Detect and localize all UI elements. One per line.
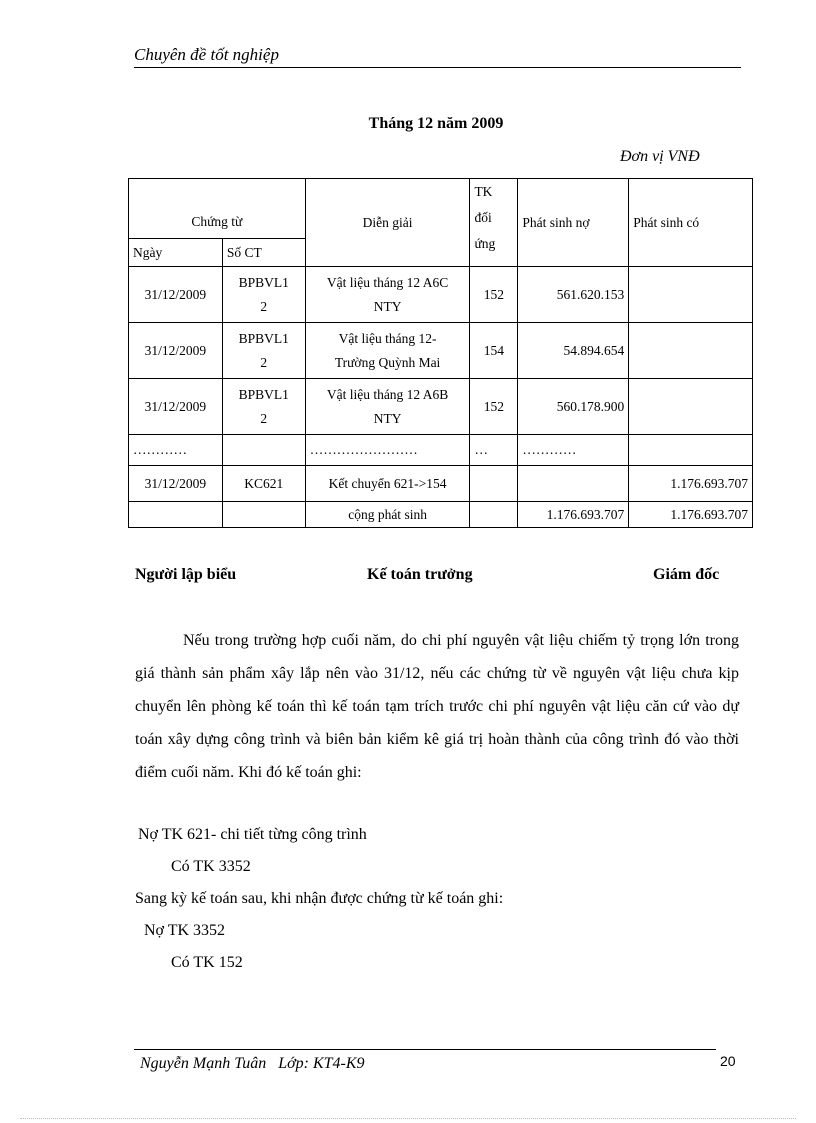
header-tk-line3: ứng xyxy=(474,236,496,251)
cell-date: ………… xyxy=(129,435,223,466)
cell-co: 1.176.693.707 xyxy=(629,466,753,502)
cell-so-ct xyxy=(222,323,305,379)
header-ngay: Ngày xyxy=(129,239,223,267)
table-row xyxy=(129,435,753,466)
journal-entry-2-debit: Nợ TK 3352 xyxy=(144,922,226,939)
footer-author: Nguyễn Mạnh Tuân Lớp: KT4-K9 xyxy=(140,1055,365,1072)
header-phat-sinh-co: Phát sinh có xyxy=(629,179,753,267)
signature-director: Giám đốc xyxy=(653,566,720,583)
cell-description-line2: NTY xyxy=(373,298,402,314)
page-bottom-border xyxy=(20,1118,796,1119)
signature-preparer: Người lập biểu xyxy=(135,566,237,583)
cell-tk: 152 xyxy=(470,379,518,435)
cell-so-ct-line2: 2 xyxy=(260,354,268,370)
cell-description: …………………… xyxy=(305,435,470,466)
header-tk-line2: đối xyxy=(474,210,492,225)
cell-tk xyxy=(470,502,518,528)
cell-no: ………… xyxy=(518,435,629,466)
table-row xyxy=(129,379,753,435)
table-total-row xyxy=(129,502,753,528)
cell-tk: 152 xyxy=(470,267,518,323)
header-tk-line1: TK xyxy=(474,184,493,199)
cell-description: cộng phát sinh xyxy=(305,502,470,528)
journal-entry-2-credit: Có TK 152 xyxy=(171,954,243,971)
cell-co xyxy=(629,323,753,379)
table-row xyxy=(129,267,753,323)
cell-date xyxy=(129,502,223,528)
cell-so-ct xyxy=(222,379,305,435)
cell-tk xyxy=(470,466,518,502)
header-so-ct: Số CT xyxy=(222,239,305,267)
cell-so-ct xyxy=(222,502,305,528)
cell-date: 31/12/2009 xyxy=(129,267,223,323)
cell-tk: 154 xyxy=(470,323,518,379)
cell-so-ct-line1: BPBVL1 xyxy=(238,386,289,402)
cell-so-ct-line1: BPBVL1 xyxy=(238,274,289,290)
cell-no: 1.176.693.707 xyxy=(518,502,629,528)
table-row xyxy=(129,466,753,502)
cell-description-line1: Vật liệu tháng 12 A6C xyxy=(326,274,449,290)
currency-unit: Đơn vị VNĐ xyxy=(620,148,700,165)
body-paragraph: Nếu trong trường hợp cuối năm, do chi phí nguyên vật liệu chiếm tỷ trọng lớn trong giá thành sản phẩm xây lắp nên vào 31/12, nếu các chứng từ về nguyên vật liệu chưa kịp chuyển lên phòng kế toán thì kế toán tạm trích trước chi phí nguyên vật liệu căn cứ vào dự toán xây dựng công trình và biên bản kiểm kê giá trị hoàn thành của công trình đó vào thời điểm cuối năm. Khi đó kế toán ghi: xyxy=(135,632,739,781)
cell-co xyxy=(629,267,753,323)
cell-no: 54.894.654 xyxy=(518,323,629,379)
cell-no xyxy=(518,466,629,502)
cell-description xyxy=(305,267,470,323)
next-period-text: Sang kỳ kế toán sau, khi nhận được chứng từ kế toán ghi: xyxy=(135,890,504,907)
cell-so-ct xyxy=(222,267,305,323)
signature-chief-accountant: Kế toán trưởng xyxy=(367,566,473,583)
header-dien-giai: Diễn giải xyxy=(305,179,470,267)
header-tk-doi-ung xyxy=(470,179,518,267)
cell-co: 1.176.693.707 xyxy=(629,502,753,528)
cell-date: 31/12/2009 xyxy=(129,466,223,502)
ledger-table xyxy=(128,178,753,528)
header-title: Chuyên đề tốt nghiệp xyxy=(134,45,741,68)
cell-co xyxy=(629,379,753,435)
cell-description xyxy=(305,379,470,435)
cell-description-line1: Vật liệu tháng 12 A6B xyxy=(326,386,449,402)
cell-date: 31/12/2009 xyxy=(129,323,223,379)
cell-description-line1: Vật liệu tháng 12- xyxy=(338,330,437,346)
cell-so-ct xyxy=(222,435,305,466)
header-chung-tu: Chứng từ xyxy=(129,179,306,239)
footer-divider xyxy=(134,1049,716,1050)
journal-entry-1-credit: Có TK 3352 xyxy=(171,858,251,875)
page-number: 20 xyxy=(720,1053,736,1069)
cell-so-ct-line2: 2 xyxy=(260,410,268,426)
cell-description-line2: Trường Quỳnh Mai xyxy=(334,354,441,370)
cell-tk: … xyxy=(470,435,518,466)
header-phat-sinh-no: Phát sinh nợ xyxy=(518,179,629,267)
cell-description xyxy=(305,323,470,379)
cell-co xyxy=(629,435,753,466)
cell-description-line2: NTY xyxy=(373,410,402,426)
table-row xyxy=(129,323,753,379)
cell-so-ct: KC621 xyxy=(222,466,305,502)
table-header-row xyxy=(129,179,753,239)
cell-no: 561.620.153 xyxy=(518,267,629,323)
cell-so-ct-line2: 2 xyxy=(260,298,268,314)
journal-entry-1-debit: Nợ TK 621- chi tiết từng công trình xyxy=(138,826,367,843)
cell-description: Kết chuyển 621->154 xyxy=(305,466,470,502)
cell-so-ct-line1: BPBVL1 xyxy=(238,330,289,346)
cell-no: 560.178.900 xyxy=(518,379,629,435)
report-month-title: Tháng 12 năm 2009 xyxy=(368,115,504,132)
cell-date: 31/12/2009 xyxy=(129,379,223,435)
